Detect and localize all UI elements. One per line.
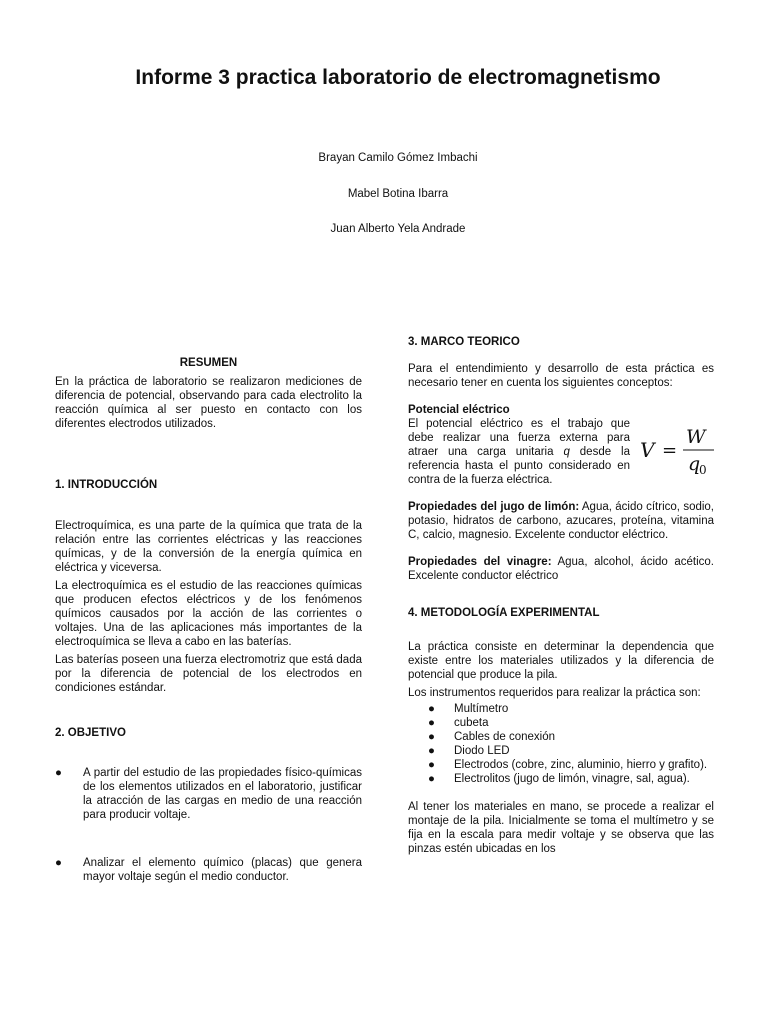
objetivo-heading: 2. OBJETIVO (55, 727, 126, 739)
resumen-heading: RESUMEN (179, 357, 238, 369)
potencial-text-b: desde la referencia hasta el punto considerado en contra de la fuerza eléctrica. (408, 446, 630, 486)
objetivo-item-1: A partir del estudio de las propiedades físico-químicas de los elementos utilizados en el laboratorio, justificar la atracción de las cargas en medio de una reacción para producir voltaje. (83, 767, 362, 821)
intro-heading: 1. INTRODUCCIÓN (55, 479, 158, 491)
marco-intro: Para el entendimiento y desarrollo de esta práctica es necesario tener en cuenta los siguientes conceptos: (408, 363, 714, 389)
intro-paragraph-1: Electroquímica, es una parte de la química que trata de la relación entre las corrientes eléctricas y las reacciones químicas, y de la conversión de la energía química en eléctrica y viceversa. (55, 520, 362, 574)
instrumento-item: cubeta (454, 717, 489, 729)
formula-numerator: W (686, 426, 706, 448)
limon-text: Agua, ácido cítrico, sodio, potasio, hidratos de carbono, azucares, proteína, vitamina C, calcio, magnesio. Excelente conductor eléctrico. (408, 501, 715, 541)
instrumento-item: Diodo LED (454, 745, 510, 757)
instrumento-item: Electrodos (cobre, zinc, aluminio, hierro y grafito). (454, 759, 708, 771)
bullet-icon: ● (55, 857, 62, 869)
potencial-q: q (563, 446, 570, 458)
bullet-icon: ● (428, 773, 435, 785)
author-1: Brayan Camilo Gómez Imbachi (318, 152, 478, 164)
instrumento-item: Cables de conexión (454, 731, 556, 743)
vinagre-label: Propiedades del vinagre: (408, 556, 552, 568)
potencial-heading: Potencial eléctrico (408, 404, 510, 416)
list-item (55, 856, 362, 884)
bullet-icon: ● (55, 767, 62, 779)
bullet-icon: ● (428, 703, 435, 715)
formula-denominator: q (688, 453, 701, 475)
objetivo-item-2: Analizar el elemento químico (placas) que genera mayor voltaje según el medio conductor. (83, 857, 362, 883)
right-column (408, 335, 714, 856)
formula-lhs: V (640, 438, 655, 462)
list-item (408, 716, 714, 730)
metodologia-paragraph-2: Los instrumentos requeridos para realizar la práctica son: (408, 687, 701, 699)
metodologia-paragraph-3: Al tener los materiales en mano, se procede a realizar el montaje de la pila. Inicialmente se toma el multímetro y se fija en la escala para medir voltaje y se observa que las pinzas estén ubicadas en los (408, 801, 714, 855)
list-item (55, 766, 362, 822)
bullet-icon: ● (428, 759, 435, 771)
resumen-text: En la práctica de laboratorio se realizaron mediciones de diferencia de potencial, observando para cada electrolito la reacción química al ser puesto en contacto con los diferentes electrodos utilizados. (55, 376, 362, 430)
potencial-text (408, 417, 630, 487)
page-title: Informe 3 practica laboratorio de electromagnetismo (135, 66, 661, 89)
vinagre-paragraph (408, 555, 714, 583)
limon-label: Propiedades del jugo de limón: (408, 501, 580, 513)
bullet-icon: ● (428, 731, 435, 743)
intro-paragraph-3: Las baterías poseen una fuerza electromotriz que está dada por la diferencia de potencial de los electrodos en condiciones estándar. (55, 654, 362, 694)
intro-paragraph-2: La electroquímica es el estudio de las reacciones químicas que producen efectos eléctricos y de los fenómenos químicos causados por la acción de las corrientes o voltajes. Una de las aplicaciones más importantes de la electroquímica se lleva a cabo en las baterías. (55, 580, 362, 648)
formula-equals: = (662, 440, 678, 461)
instrumento-item: Electrolitos (jugo de limón, vinagre, sal, agua). (454, 773, 690, 785)
list-item (408, 702, 714, 716)
metodologia-heading: 4. METODOLOGÍA EXPERIMENTAL (408, 607, 600, 619)
list-item (408, 730, 714, 744)
author-2: Mabel Botina Ibarra (347, 188, 449, 200)
instrumento-item: Multímetro (454, 703, 509, 715)
bullet-icon: ● (428, 745, 435, 757)
marco-heading: 3. MARCO TEORICO (408, 336, 520, 348)
vinagre-text: Agua, alcohol, ácido acético. Excelente conductor eléctrico (408, 556, 715, 582)
left-column (55, 356, 362, 884)
limon-paragraph (408, 500, 714, 542)
list-item (408, 772, 714, 786)
potential-formula (638, 420, 718, 480)
list-item (408, 744, 714, 758)
objetivo-list (55, 766, 362, 884)
list-item (408, 758, 714, 772)
bullet-icon: ● (428, 717, 435, 729)
author-3: Juan Alberto Yela Andrade (330, 223, 466, 235)
metodologia-paragraph-1: La práctica consiste en determinar la dependencia que existe entre los materiales utilizados y la diferencia de potencial que produce la pila. (408, 641, 714, 681)
formula-subscript: 0 (699, 463, 707, 477)
instrumentos-list (408, 702, 714, 786)
potencial-text-a: El potencial eléctrico es el trabajo que debe realizar una fuerza externa para atraer una carga unitaria (408, 418, 630, 458)
